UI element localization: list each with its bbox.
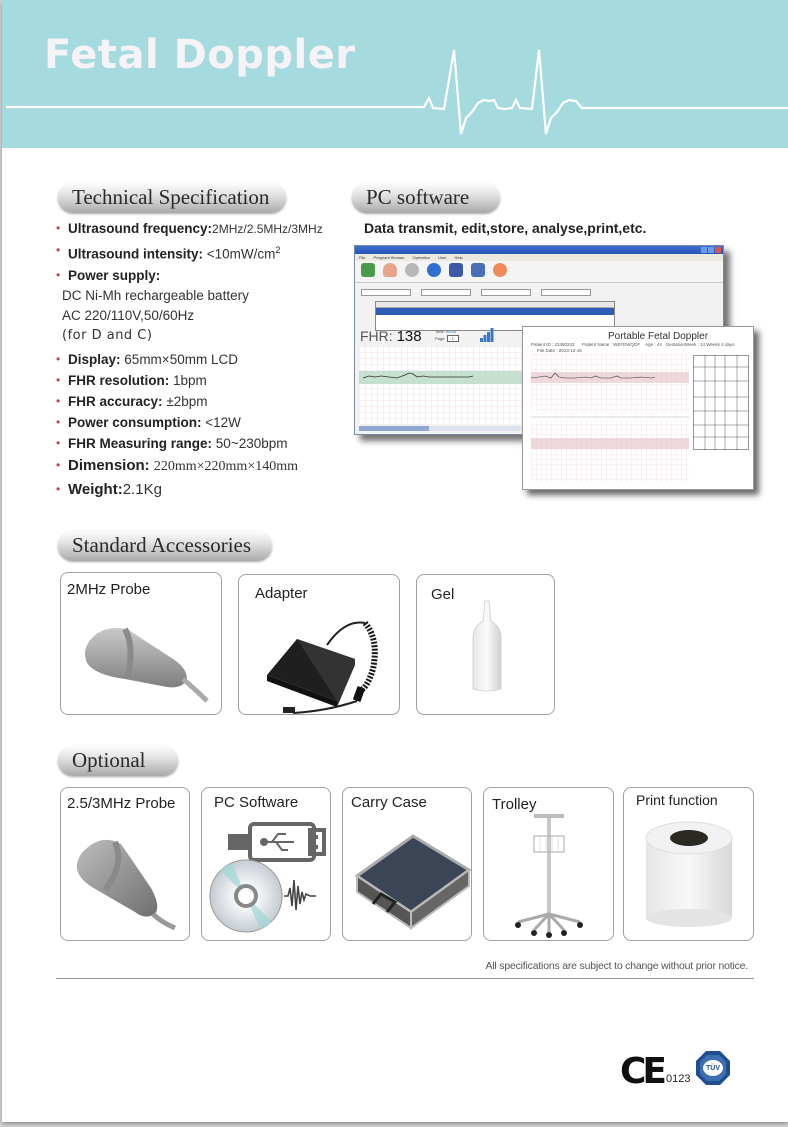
- fhr-readout: FHR: 138: [360, 328, 422, 345]
- tuv-certification-icon: [695, 1050, 731, 1086]
- card-label: Trolley: [492, 796, 537, 813]
- spec-list: [56, 218, 346, 501]
- stop-icon: [427, 263, 441, 277]
- probe-icon: [75, 617, 215, 707]
- window-toolbar: [355, 261, 723, 283]
- spec-power-supply-battery: DC Ni-Mh rechargeable battery: [62, 287, 249, 303]
- card-label: Gel: [431, 586, 455, 603]
- horizontal-scrollbar: [359, 426, 529, 431]
- optional-card-carry-case: [342, 787, 472, 941]
- optional-card-print-function: [623, 787, 754, 941]
- ecg-heartbeat-icon: [2, 40, 788, 140]
- ce-notified-body-number: 0123: [666, 1073, 691, 1085]
- gel-bottle-icon: [467, 599, 507, 695]
- svg-text:TÜV: TÜV: [706, 1065, 720, 1072]
- section-heading-standard-accessories: Standard Accessories: [58, 531, 272, 561]
- alarm-icon: [493, 263, 507, 277]
- disclaimer-notice: All specifications are subject to change without prior notice.: [485, 960, 748, 972]
- report-file-date: File Date : 2013-12-15: [537, 348, 582, 353]
- accessory-card-2mhz-probe: [60, 572, 222, 715]
- printed-report: [522, 326, 754, 490]
- menu-help: Help: [454, 255, 463, 260]
- spec-power-supply-ac: AC 220/110V,50/60Hz: [62, 307, 195, 323]
- spec-fhr-measuring-range: • FHR Measuring range: 50~230bpm: [56, 435, 288, 451]
- optional-card-pc-software: [201, 787, 331, 941]
- spec-power-supply: • Power supply:: [56, 267, 161, 283]
- pregnant-icon: [383, 263, 397, 277]
- spec-power-supply-note: (for D and C): [62, 327, 153, 343]
- footer-divider: [56, 978, 754, 979]
- menu-pregnant-woman: Pregnant Woman: [373, 255, 405, 260]
- window-menubar: [355, 254, 723, 261]
- brochure-page: [2, 0, 788, 1122]
- card-label: 2.5/3MHz Probe: [67, 795, 176, 812]
- card-label: 2MHz Probe: [67, 581, 151, 598]
- optional-card-probe: [60, 787, 190, 941]
- spec-dimension: • Dimension: 220mm×220mm×140mm: [56, 456, 298, 474]
- signal-strength-icon: [480, 328, 494, 342]
- spec-power-consumption: • Power consumption: <12W: [56, 414, 241, 430]
- spec-display: • Display: 65mm×50mm LCD: [56, 351, 238, 367]
- connect-icon: [361, 263, 375, 277]
- accessory-card-gel: [416, 574, 555, 715]
- card-label: PC Software: [214, 794, 299, 811]
- menu-user: User: [438, 255, 447, 260]
- ce-mark-icon: CE: [620, 1051, 664, 1092]
- card-label: Carry Case: [351, 794, 427, 811]
- report-fhr-chart: [531, 354, 689, 482]
- minimize-icon: [701, 247, 707, 253]
- page-title: Fetal Doppler: [44, 32, 356, 78]
- card-label: Print function: [636, 792, 718, 808]
- start-icon: [405, 263, 419, 277]
- section-heading-pc-software: PC software: [352, 183, 500, 213]
- report-meta: Patient ID : 23450243 Patient Name : WEFEWQGF Age : 44 GestationWeek : 14 Weeks 4 days: [531, 342, 735, 347]
- card-label: Adapter: [255, 585, 308, 602]
- section-heading-optional: Optional: [58, 746, 178, 776]
- spec-ultrasound-intensity: • Ultrasound intensity: $<10mW/cm^2$: [56, 243, 281, 262]
- optional-card-trolley: [483, 787, 614, 941]
- spec-fhr-resolution: • FHR resolution: 1bpm: [56, 372, 207, 388]
- header-banner: [2, 0, 788, 148]
- window-titlebar: [355, 246, 723, 254]
- accessory-card-adapter: [238, 574, 400, 715]
- time-page-readout: Time: 00:03 Page: 1: [435, 328, 459, 342]
- report-title: Portable Fetal Doppler: [607, 331, 709, 342]
- menu-file: File: [359, 255, 366, 260]
- maximize-icon: [708, 247, 714, 253]
- trolley-icon: [514, 814, 584, 938]
- section-heading-technical-specification: Technical Specification: [58, 183, 286, 213]
- save-icon: [449, 263, 463, 277]
- report-analysis-table: [693, 355, 749, 450]
- spec-weight: • Weight:2.1Kg: [56, 480, 162, 498]
- spec-fhr-accuracy: • FHR accuracy: ±2bpm: [56, 393, 208, 409]
- close-icon: [715, 247, 721, 253]
- paper-roll-icon: [640, 818, 738, 928]
- menu-operation: Operation: [412, 255, 431, 260]
- carry-case-icon: [351, 830, 471, 940]
- spec-ultrasound-frequency: • Ultrasound frequency:2MHz/2.5MHz/3MHz: [56, 221, 323, 236]
- probe-icon: [67, 828, 187, 938]
- power-adapter-icon: [257, 599, 397, 715]
- print-icon: [471, 263, 485, 277]
- patient-form: [361, 289, 717, 297]
- usb-cd-icon: [206, 820, 330, 938]
- pc-software-caption: Data transmit, edit,store, analyse,print,etc.: [364, 220, 647, 236]
- fhr-trace-chart: [359, 346, 529, 424]
